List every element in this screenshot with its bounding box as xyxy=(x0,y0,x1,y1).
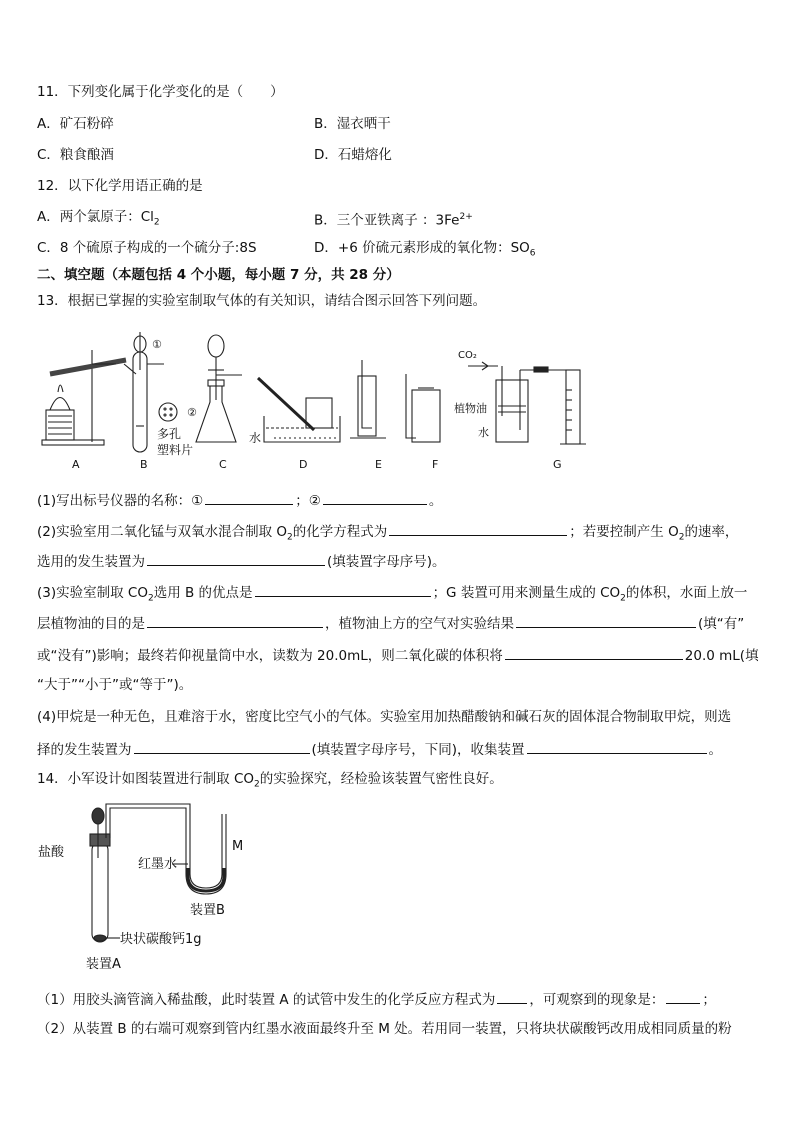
blank-8[interactable] xyxy=(505,645,683,660)
q13-part-4b: 择的发生装置为 (填装置字母序号，下同)，收集装置 。 xyxy=(37,739,722,759)
water2-label: 水 xyxy=(478,426,489,439)
blank-2[interactable] xyxy=(323,490,427,505)
oil-label: 植物油 xyxy=(454,402,487,415)
blank-10[interactable] xyxy=(527,739,707,754)
label-f: F xyxy=(432,458,439,471)
mark-2: ② xyxy=(187,406,197,419)
q11-option-b: B．湿衣晒干 xyxy=(314,116,391,132)
q14-stem: 14．小军设计如图装置进行制取 $CO_2$的实验探究，经检验该装置气密性良好。 xyxy=(37,771,503,790)
caco3-label: 块状碳酸钙1g xyxy=(120,932,202,947)
porous-label: 多孔 xyxy=(157,427,182,441)
q13-part-4a: (4)甲烷是一种无色，且难溶于水，密度比空气小的气体。实验室用加热醋酸钠和碱石灰的固体混合物制取甲烷，则选 xyxy=(37,709,732,725)
device-a-label: 装置A xyxy=(86,957,121,972)
water-label: 水 xyxy=(249,431,262,445)
q14-part-1: （1）用胶头滴管滴入稀盐酸，此时装置 A 的试管中发生的化学反应方程式为 ，可观察到的现象是： ； xyxy=(37,989,716,1009)
apparatus-a xyxy=(42,350,136,445)
blank-6[interactable] xyxy=(147,613,323,628)
label-g: G xyxy=(553,458,562,471)
q14-part-2: （2）从装置 B 的右端可观察到管内红墨水液面最终升至 M 处。若用同一装置，只将块状碳酸钙改用成相同质量的粉 xyxy=(37,1021,732,1037)
apparatus-e xyxy=(350,360,386,438)
q11-option-d: D．石蜡熔化 xyxy=(314,147,392,163)
section-heading: 二、填空题（本题包括 4 个小题，每小题 7 分，共 28 分） xyxy=(37,267,400,283)
q13-part-3a: (3)实验室制取 $CO_2$选用 B 的优点是 ；G 装置可用来测量生成的 $CO_2$的体积，水面上放一 xyxy=(37,582,747,608)
apparatus-d xyxy=(258,378,340,442)
label-e: E xyxy=(375,458,382,471)
label-c: C xyxy=(219,458,227,471)
blank-9[interactable] xyxy=(134,739,310,754)
apparatus-f xyxy=(406,374,440,442)
label-b: B xyxy=(140,458,148,471)
q13-part-3b: 层植物油的目的是 ，植物油上方的空气对实验结果 (填“有” xyxy=(37,613,744,633)
q13-part-2b: 选用的发生装置为 (填装置字母序号)。 xyxy=(37,551,446,571)
q13-part-2a: (2)实验室用二氧化锰与双氧水混合制取 $O_2$的化学方程式为 ；若要控制产生 $O_2$的速率， xyxy=(37,521,738,547)
device-a xyxy=(90,804,190,942)
blank-1[interactable] xyxy=(205,490,293,505)
q12-option-d: D．+6 价硫元素形成的氧化物：$SO_6$ xyxy=(314,240,536,259)
blank-11[interactable] xyxy=(497,989,527,1004)
q13-part-1: (1)写出标号仪器的名称：① ；② 。 xyxy=(37,490,442,510)
device-b-label: 装置B xyxy=(190,903,225,918)
q11-stem: 11．下列变化属于化学变化的是（ ） xyxy=(37,84,284,100)
q13-apparatus-figure xyxy=(36,330,596,475)
blank-7[interactable] xyxy=(516,613,696,628)
mark-1: ① xyxy=(152,338,162,351)
label-a: A xyxy=(72,458,80,471)
plate-label: 塑料片 xyxy=(157,443,194,457)
q14-apparatus-figure xyxy=(36,798,266,976)
blank-4[interactable] xyxy=(147,551,325,566)
apparatus-c xyxy=(196,335,242,442)
label-d: D xyxy=(299,458,308,471)
q13-part-3d: “大于”“小于”或“等于”)。 xyxy=(37,677,193,693)
q11-option-c: C．粮食酿酒 xyxy=(37,147,114,163)
q12-option-c: C．8 个硫原子构成的一个硫分子:8S xyxy=(37,240,257,256)
acid-label: 盐酸 xyxy=(38,845,65,860)
q13-stem: 13．根据已掌握的实验室制取气体的有关知识，请结合图示回答下列问题。 xyxy=(37,293,487,309)
co2-label: CO₂ xyxy=(458,350,477,361)
m-label: M xyxy=(232,839,244,854)
q12-option-a: A．两个氯原子：$Cl_2$ xyxy=(37,209,160,228)
device-b xyxy=(186,814,226,894)
blank-12[interactable] xyxy=(666,989,700,1004)
blank-3[interactable] xyxy=(389,521,567,536)
q12-option-b: B．三个亚铁离子 ：$3Fe^{2+}$ xyxy=(314,212,473,229)
q12-stem: 12．以下化学用语正确的是 xyxy=(37,178,203,194)
blank-5[interactable] xyxy=(255,582,431,597)
q13-part-3c: 或“没有”)影响；最终若仰视量筒中水，读数为 20.0mL，则二氧化碳的体积将 20.0 mL(填 xyxy=(37,645,759,665)
q11-option-a: A．矿石粉碎 xyxy=(37,116,114,132)
ink-label: 红墨水 xyxy=(138,857,178,872)
